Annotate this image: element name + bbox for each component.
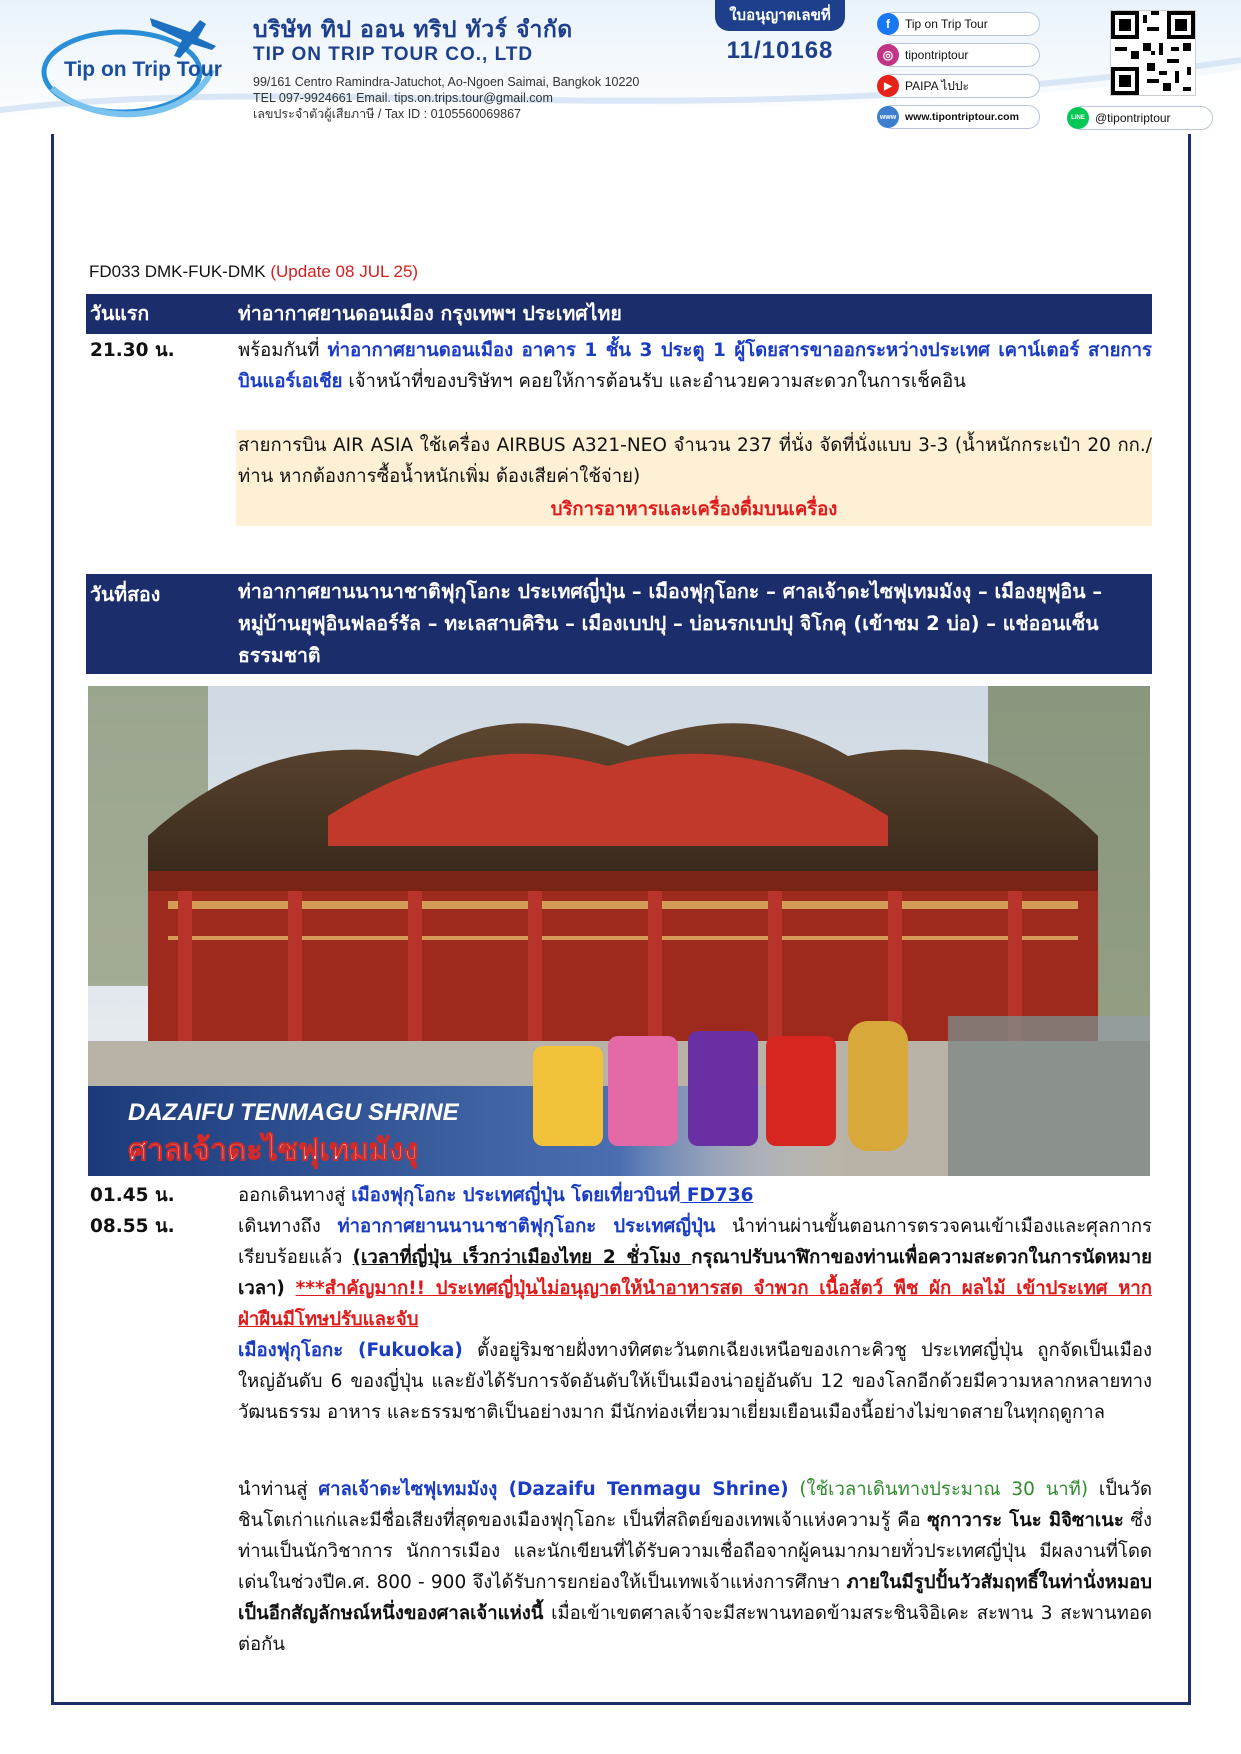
- day2-shrine-text-f: ซึ่งท่านเป็นนักวิชาการ นักการเมือง และนักเขียนที่ได้รับความเชื่อถือจากผู้คนมากมายทั่วประเทศญี่ปุ่น มีผลงานที่โดดเด่นในช่วงปีค.ศ. 800 - 900 จึงได้รับการยกย่องให้เป็นเทพเจ้าแห่งการศึกษา: [238, 1510, 1152, 1593]
- youtube-icon: ▶: [877, 75, 899, 97]
- day1-meeting-text: [238, 335, 1152, 397]
- day2-t2-text-c: นำท่านผ่านขั้นตอนการตรวจคนเข้าเมืองและศุลกากร เรียบร้อยแล้ว: [238, 1216, 1152, 1268]
- page-header: [0, 0, 1241, 134]
- day2-shrine-text-h: เมื่อเข้าเขตศาลเจ้าจะมีสะพานทอดข้ามสระชินจิอิเคะ สะพาน 3 สะพานทอดต่อกัน: [238, 1603, 1152, 1655]
- qr-code[interactable]: [1110, 10, 1196, 96]
- license-badge: [700, 0, 860, 66]
- facebook-label: Tip on Trip Tour: [905, 17, 988, 31]
- company-contact: TEL 097-9924661 Email. tips.on.trips.tour@gmail.com: [253, 91, 553, 105]
- day2-t1-destination: เมืองฟุกุโอกะ ประเทศญี่ปุ่น โดยเที่ยวบินที่: [351, 1185, 681, 1206]
- social-facebook[interactable]: [880, 12, 1040, 36]
- photo-caption-english: DAZAIFU TENMAGU SHRINE: [128, 1099, 459, 1126]
- day2-shrine-text-a: นำท่านสู่: [238, 1479, 319, 1500]
- day2-food-warning: ***สำคัญมาก!! ประเทศญี่ปุ่นไม่อนุญาตให้นำอาหารสด จำพวก เนื้อสัตว์ พืช ผัก ผลไม้ เข้าประเทศ หากฝ่าฝืนมีโทษปรับและจับ: [238, 1278, 1152, 1330]
- day2-shrine-text-d: เป็นวัดชินโตเก่าแก่และมีชื่อเสียงที่สุดของเมืองฟุกุโอกะ เป็นที่สถิตย์ของเทพเจ้าแห่งความรู้ คือ: [238, 1479, 1152, 1531]
- day2-title: ท่าอากาศยานนานาชาติฟุกุโอกะ ประเทศญี่ปุ่น – เมืองฟุกุโอกะ – ศาลเจ้าดะไซฟุเทมมังงุ – เมืองยุฟุอิน – หมู่บ้านยุฟุอินฟลอร์รัล – ทะเลสาบคิริน – เมืองเบปปุ – บ่อนรกเบปปุ จิโกคุ (เข้าชม 2 บ่อ) – แช่ออนเซ็นธรรมชาติ: [238, 580, 1103, 667]
- social-line[interactable]: [1070, 106, 1213, 130]
- line-icon: LINE: [1067, 107, 1089, 129]
- license-label: ใบอนุญาตเลขที่: [715, 0, 845, 31]
- company-name-english: TIP ON TRIP TOUR CO., LTD: [253, 44, 534, 65]
- day1-time: 21.30 น.: [90, 340, 175, 361]
- program-code: FD033 DMK-FUK-DMK: [89, 262, 266, 281]
- shrine-illustration: [88, 686, 1150, 1176]
- company-address: 99/161 Centro Ramindra-Jatuchot, Ao-Ngoen Saimai, Bangkok 10220: [253, 75, 640, 89]
- program-code-line: [89, 262, 418, 282]
- website-icon: www: [877, 106, 899, 128]
- photo-caption-thai: ศาลเจ้าดะไซฟุเทมมังงุ: [128, 1133, 419, 1168]
- day2-adjust-clock: กรุณาปรับนาฬิกาของท่านเพื่อความสะดวกในการนัดหมายเวลา): [238, 1247, 1152, 1299]
- day1-airport-location: ท่าอากาศยานดอนเมือง อาคาร 1 ชั้น 3 ประตู 1 ผู้โดยสารขาออกระหว่างประเทศ เคาน์เตอร์ สายการบินแอร์เอเชีย: [238, 340, 1152, 392]
- day2-shrine-travel-time: (ใช้เวลาเดินทางประมาณ 30 นาที): [788, 1479, 1089, 1500]
- qr-code-graphic: [1111, 11, 1195, 95]
- day2-shrine-text: [238, 1474, 1152, 1660]
- company-address-block: [253, 74, 639, 122]
- day1-flight-info: สายการบิน AIR ASIA ใช้เครื่อง AIRBUS A321-NEO จำนวน 237 ที่นั่ง จัดที่นั่งแบบ 3-3 (น้ำหนักกระเป๋า 20 กก./ท่าน หากต้องการซื้อน้ำหนักเพิ่ม ต้องเสียค่าใช้จ่าย): [238, 435, 1152, 487]
- day2-fukuoka-text: [238, 1335, 1152, 1428]
- day2-shrine-deity: ซุกาวาระ โนะ มิจิซาเนะ: [927, 1510, 1124, 1531]
- day2-flight-number: FD736: [680, 1185, 754, 1206]
- company-tax-id: เลขประจำตัวผู้เสียภาษี / Tax ID : 0105560069867: [253, 107, 522, 121]
- social-website[interactable]: [880, 105, 1040, 129]
- day1-text-a: พร้อมกันที่: [238, 340, 328, 361]
- company-logo[interactable]: [40, 10, 230, 122]
- day2-fukuoka-name: เมืองฟุกุโอกะ (Fukuoka): [238, 1340, 463, 1361]
- license-number: 11/10168: [726, 37, 834, 64]
- facebook-icon: f: [877, 13, 899, 35]
- day2-departure-text: [238, 1180, 1152, 1211]
- website-label: www.tipontriptour.com: [905, 111, 1019, 123]
- day2-label: วันที่สอง: [90, 583, 161, 606]
- day2-shrine-name: ศาลเจ้าดะไซฟุเทมมังงุ (Dazaifu Tenmagu Shrine): [318, 1479, 789, 1500]
- day2-shrine-ox-statue: ภายในมีรูปปั้นวัวสัมฤทธิ์ในท่านั่งหมอบ เป็นอีกสัญลักษณ์หนึ่งของศาลเจ้าแห่งนี้: [238, 1572, 1152, 1624]
- day2-header: [86, 574, 1152, 674]
- day2-arrival-text: [238, 1211, 1152, 1335]
- day1-header: [86, 294, 1152, 334]
- company-name-thai: บริษัท ทิป ออน ทริป ทัวร์ จำกัด: [253, 17, 573, 43]
- logo-text: Tip on Trip Tour: [64, 58, 222, 81]
- day1-text-c: เจ้าหน้าที่ของบริษัทฯ คอยให้การต้อนรับ และอำนวยความสะดวกในการเช็คอิน: [342, 371, 966, 392]
- social-instagram[interactable]: [880, 43, 1040, 67]
- day2-fukuoka-desc: ตั้งอยู่ริมชายฝั่งทางทิศตะวันตกเฉียงเหนือของเกาะคิวชู ประเทศญี่ปุ่น ถูกจัดเป็นเมืองใหญ่อันดับ 6 ของญี่ปุ่น และยังได้รับการจัดอันดับให้เป็นเมืองน่าอยู่อันดับ 12 ของโลกอีกด้วยมีความหลากหลายทางวัฒนธรรม อาหาร และธรรมชาติเป็นอย่างมาก มีนักท่องเที่ยวมาเยี่ยมเยือนเมืองนี้อย่างไม่ขาดสายในทุกฤดูกาล: [238, 1340, 1152, 1423]
- day2-t2-text-a: เดินทางถึง: [238, 1216, 338, 1237]
- line-label: @tipontriptour: [1095, 111, 1171, 125]
- social-links: [880, 12, 1040, 136]
- instagram-label: tipontriptour: [905, 48, 969, 62]
- day1-meal: บริการอาหารและเครื่องดื่มบนเครื่อง: [550, 499, 838, 520]
- dazaifu-shrine-photo: [88, 686, 1150, 1176]
- social-youtube[interactable]: [880, 74, 1040, 98]
- day1-title: ท่าอากาศยานดอนเมือง กรุงเทพฯ ประเทศไทย: [238, 302, 622, 325]
- day2-time-0145: 01.45 น.: [90, 1185, 175, 1206]
- day2-time-0855: 08.55 น.: [90, 1216, 175, 1237]
- day2-time-diff: (เวลาที่ญี่ปุ่น เร็วกว่าเมืองไทย 2 ชั่วโมง: [352, 1247, 692, 1268]
- day1-label: วันแรก: [90, 302, 150, 325]
- youtube-label: PAIPA ไปปะ: [905, 78, 969, 93]
- instagram-icon: ◎: [877, 44, 899, 66]
- day2-t1-text-a: ออกเดินทางสู่: [238, 1185, 352, 1206]
- program-update: (Update 08 JUL 25): [270, 262, 419, 281]
- day2-arrival-airport: ท่าอากาศยานนานาชาติฟุกุโอกะ ประเทศญี่ปุ่น: [337, 1216, 716, 1237]
